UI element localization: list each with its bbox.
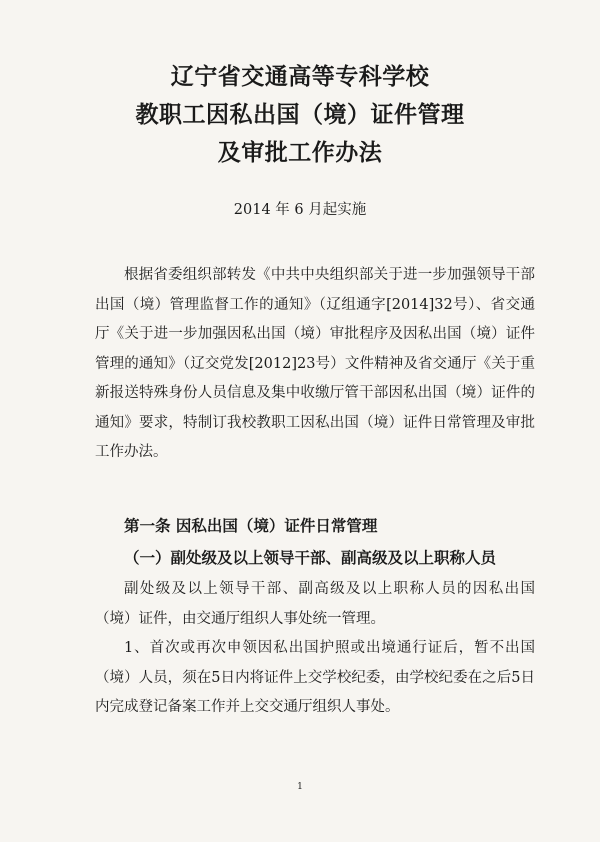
section-1-body: 副处级及以上领导干部、副高级及以上职称人员的因私出国（境）证件，由交通厅组织人事处统一管理。 [95, 581, 535, 627]
article-1-title: 第一条 因私出国（境）证件日常管理 [124, 516, 378, 535]
intro-paragraph: 根据省委组织部转发《中共中央组织部关于进一步加强领导干部出国（境）管理监督工作的通知》（辽组通字[2014]32号）、省交通厅《关于进一步加强因私出国（境）审批程序及因私出国（境）证件管理的通知》（辽交党发[2012]23号）文件精神及省交通厅《关于重新报送特殊身份人员信息及集中收缴厅管干部因私出国（境）证件的通知》要求，特制订我校教职工因私出国（境）证件日常管理及审批工作办法。 [95, 267, 535, 460]
document-title-line-1: 辽宁省交通高等专科学校 [170, 63, 430, 90]
document-title-line-3: 及审批工作办法 [217, 139, 383, 166]
section-1-title: （一）副处级及以上领导干部、副高级及以上职称人员 [124, 548, 497, 567]
effective-date: 2014 年 6 月起实施 [233, 202, 367, 218]
item-1-paragraph: 1、首次或再次申领因私出国护照或出境通行证后，暂不出国（境）人员，须在5日内将证件上交学校纪委，由学校纪委在之后5日内完成登记备案工作并上交交通厅组织人事处。 [95, 640, 535, 715]
page-number: 1 [297, 782, 303, 792]
document-title-line-2: 教职工因私出国（境）证件管理 [135, 101, 465, 128]
